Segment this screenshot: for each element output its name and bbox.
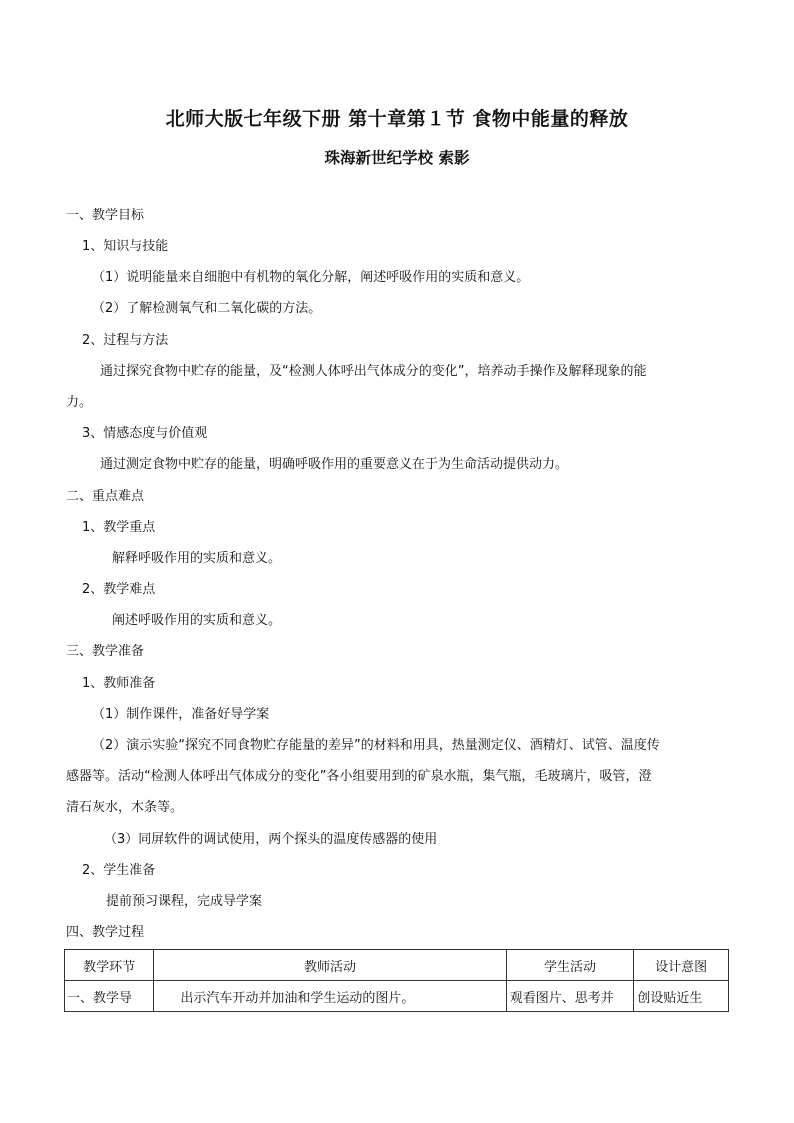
section-2-1-text: 解释呼吸作用的实质和意义。	[112, 551, 282, 566]
section-1-2-text-line-2: 力。	[66, 395, 93, 410]
section-3-1-item-2-line-2: 感器等。活动“检测人体呼出气体成分的变化”各小组要用到的矿泉水瓶，集气瓶，毛玻璃片，吸管，澄	[66, 769, 652, 784]
table-header-row	[65, 950, 729, 981]
section-3-heading: 三、教学准备	[66, 644, 145, 659]
section-3-1-heading: 1、教师准备	[82, 676, 156, 691]
table-cell: 创设贴近生	[634, 981, 729, 1012]
section-3-1-item-2-line-3: 清石灰水，木条等。	[66, 800, 184, 815]
section-2-2-heading: 2、教学难点	[82, 582, 156, 597]
section-2-1-heading: 1、教学重点	[82, 520, 156, 535]
table-cell: 出示汽车开动并加油和学生运动的图片。	[154, 981, 506, 1012]
section-3-1-item-2-line-1: （2）演示实验“探究不同食物贮存能量的差异”的材料和用具，热量测定仪、酒精灯、试管、温度传	[92, 738, 660, 753]
section-3-1-item-1: （1）制作课件，准备好导学案	[92, 707, 270, 722]
section-1-2-heading: 2、过程与方法	[82, 333, 169, 348]
section-4-heading: 四、教学过程	[66, 925, 145, 940]
table-row	[65, 981, 729, 1012]
section-1-3-text: 通过测定食物中贮存的能量，明确呼吸作用的重要意义在于为生命活动提供动力。	[100, 457, 569, 472]
header-cell: 设计意图	[634, 950, 729, 981]
section-1-1-item-2: （2）了解检测氧气和二氧化碳的方法。	[92, 301, 322, 316]
header-cell: 教学环节	[65, 950, 154, 981]
teaching-process-table	[64, 949, 729, 1012]
section-3-1-item-3: （3）同屏软件的调试使用，两个探头的温度传感器的使用	[104, 832, 438, 847]
table-cell: 观看图片、思考并	[506, 981, 634, 1012]
document-title: 北师大版七年级下册 第十章第１节 食物中能量的释放	[165, 108, 629, 130]
header-cell: 学生活动	[506, 950, 634, 981]
section-3-2-heading: 2、学生准备	[82, 863, 156, 878]
section-2-heading: 二、重点难点	[66, 489, 145, 504]
section-1-2-text-line-1: 通过探究食物中贮存的能量，及“检测人体呼出气体成分的变化”，培养动手操作及解释现象的能	[100, 364, 647, 379]
section-1-1-item-1: （1）说明能量来自细胞中有机物的氧化分解，阐述呼吸作用的实质和意义。	[92, 270, 530, 285]
section-2-2-text: 阐述呼吸作用的实质和意义。	[112, 613, 282, 628]
section-3-2-text: 提前预习课程，完成导学案	[106, 894, 263, 909]
header-cell: 教师活动	[154, 950, 506, 981]
section-1-heading: 一、教学目标	[66, 208, 145, 223]
section-1-1-heading: 1、知识与技能	[82, 239, 169, 254]
document-subtitle: 珠海新世纪学校 索影	[324, 148, 470, 167]
section-1-3-heading: 3、情感态度与价值观	[82, 426, 208, 441]
table-cell: 一、教学导	[65, 981, 154, 1012]
